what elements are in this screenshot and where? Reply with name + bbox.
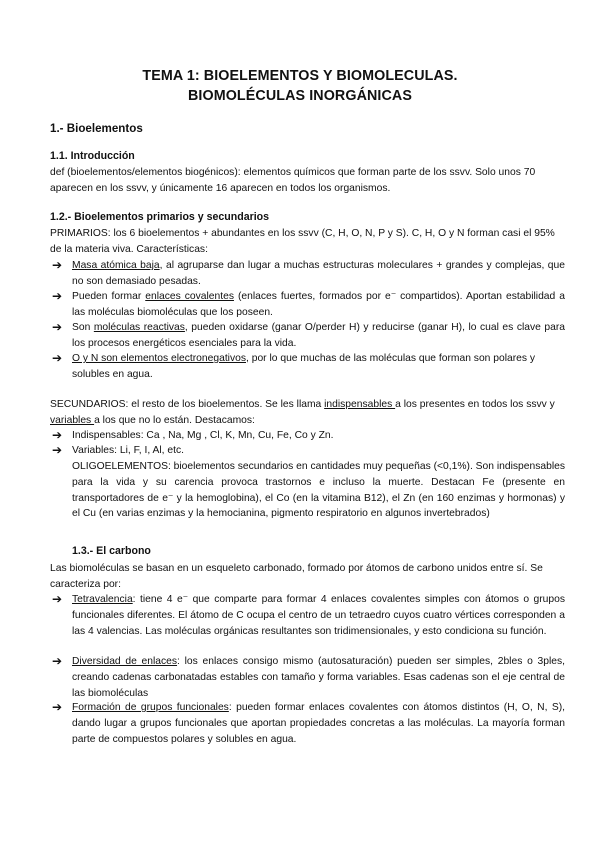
- arrow-right-icon: ➔: [52, 258, 63, 272]
- list-item: ➔ Indispensables: Ca , Na, Mg , Cl, K, Mn, Cu, Fe, Co y Zn.: [52, 428, 334, 442]
- arrow-right-icon: ➔: [52, 320, 63, 334]
- arrow-right-icon: ➔: [52, 654, 63, 668]
- underlined-term: Diversidad de enlaces: [72, 656, 178, 667]
- underlined-term: variables: [50, 415, 95, 427]
- page-subtitle: BIOMOLÉCULAS INORGÁNICAS: [187, 88, 412, 104]
- oligoelementos-paragraph: OLIGOELEMENTOS: bioelementos secundarios en cantidades muy pequeñas (<0,1%). Son indispensables para la vida y su carencia provoca trastornos e incluso la muerte. Destacan Fe (presente en transportadores de e⁻ y la hemoglobina), el Co (en la vitamina B12), el Zn (en 160 enzimas y hormonas) y el Cu (en varias enzimas y la hemocianina, pigmento respiratorio en algunos invertebrados): [72, 461, 565, 520]
- carbono-paragraph: Las biomoléculas se basan en un esqueleto carbonado, formado por átomos de carbono unidos entre sí. Se caracteriza por:: [50, 563, 543, 591]
- subsection-heading: 1.1. Introducción: [50, 150, 135, 162]
- list-item: ➔ Variables: Li, F, I, Al, etc.: [52, 443, 184, 457]
- arrow-right-icon: ➔: [52, 592, 63, 606]
- underlined-term: Masa atómica baja: [72, 260, 160, 271]
- subsection-heading: 1.3.- El carbono: [72, 545, 151, 557]
- list-item: ➔ Tetravalencia: tiene 4 e⁻ que comparte para formar 4 enlaces covalentes simples con átomos o grupos funcionales diferentes. El átomo de C ocupa el centro de un tetraedro cuyos cuatro vértices corresponden a las 4 valencias. Las moléculas orgánicas resultantes son tridimensionales, y esto condiciona su función.: [52, 592, 565, 637]
- page-title: TEMA 1: BIOELEMENTOS Y BIOMOLECULAS.: [142, 68, 458, 84]
- arrow-right-icon: ➔: [52, 289, 63, 303]
- intro-paragraph: def (bioelementos/elementos biogénicos): elementos químicos que forman parte de los ssvv. Solo unos 70 aparecen en los ssvv, y únicamente 16 aparecen en todos los organismos.: [50, 167, 536, 195]
- list-item: ➔ Pueden formar enlaces covalentes (enlaces fuertes, formados por e⁻ compartidos). Aportan estabilidad a las moléculas biomoléculas que los poseen.: [52, 289, 565, 318]
- list-item: ➔ Diversidad de enlaces: los enlaces consigo mismo (autosaturación) pueden ser simples, 2bles o 3ples, creando cadenas carbonatadas estables con tamaño y forma variables. Esas cadenas son el eje central de las biomoléculas: [52, 654, 565, 699]
- arrow-right-icon: ➔: [52, 428, 63, 442]
- secundarios-paragraph: SECUNDARIOS: el resto de los bioelementos. Se les llama indispensables a los presentes en todos los ssvv y variables a los que no lo están. Destacamos:: [50, 399, 555, 427]
- arrow-right-icon: ➔: [52, 700, 63, 714]
- arrow-right-icon: ➔: [52, 351, 63, 365]
- list-item: ➔ Son moléculas reactivas, pueden oxidarse (ganar O/perder H) y reducirse (ganar H), lo cual es clave para los procesos energéticos esenciales para la vida.: [52, 320, 565, 349]
- underlined-term: moléculas reactivas: [93, 322, 185, 333]
- list-item: ➔ O y N son elementos electronegativos, por lo que muchas de las moléculas que forman son polares y solubles en agua.: [52, 351, 536, 380]
- arrow-right-icon: ➔: [52, 443, 63, 457]
- list-item: ➔ Masa atómica baja, al agruparse dan lugar a muchas estructuras moleculares + grandes y complejas, que no son demasiado pesadas.: [52, 258, 565, 287]
- primarios-paragraph: PRIMARIOS: los 6 bioelementos + abundantes en los ssvv (C, H, O, N, P y S). C, H, O y N forman casi el 95% de la materia viva. Características:: [50, 228, 555, 256]
- subsection-heading: 1.2.- Bioelementos primarios y secundarios: [50, 211, 270, 223]
- underlined-term: enlaces covalentes: [145, 291, 234, 302]
- underlined-term: O y N son elementos electronegativos: [72, 353, 246, 364]
- underlined-term: Formación de grupos funcionales: [72, 702, 229, 713]
- list-item: ➔ Formación de grupos funcionales: pueden formar enlaces covalentes con átomos distintos (H, O, N, S), dando lugar a grupos funcionales que aportan propiedades concretas a las moléculas. La mayoría forman parte de compuestos polares y solubles en agua.: [52, 700, 565, 745]
- underlined-term: Tetravalencia: [72, 594, 133, 605]
- underlined-term: indispensables: [324, 399, 396, 410]
- section-heading: 1.- Bioelementos: [50, 122, 143, 135]
